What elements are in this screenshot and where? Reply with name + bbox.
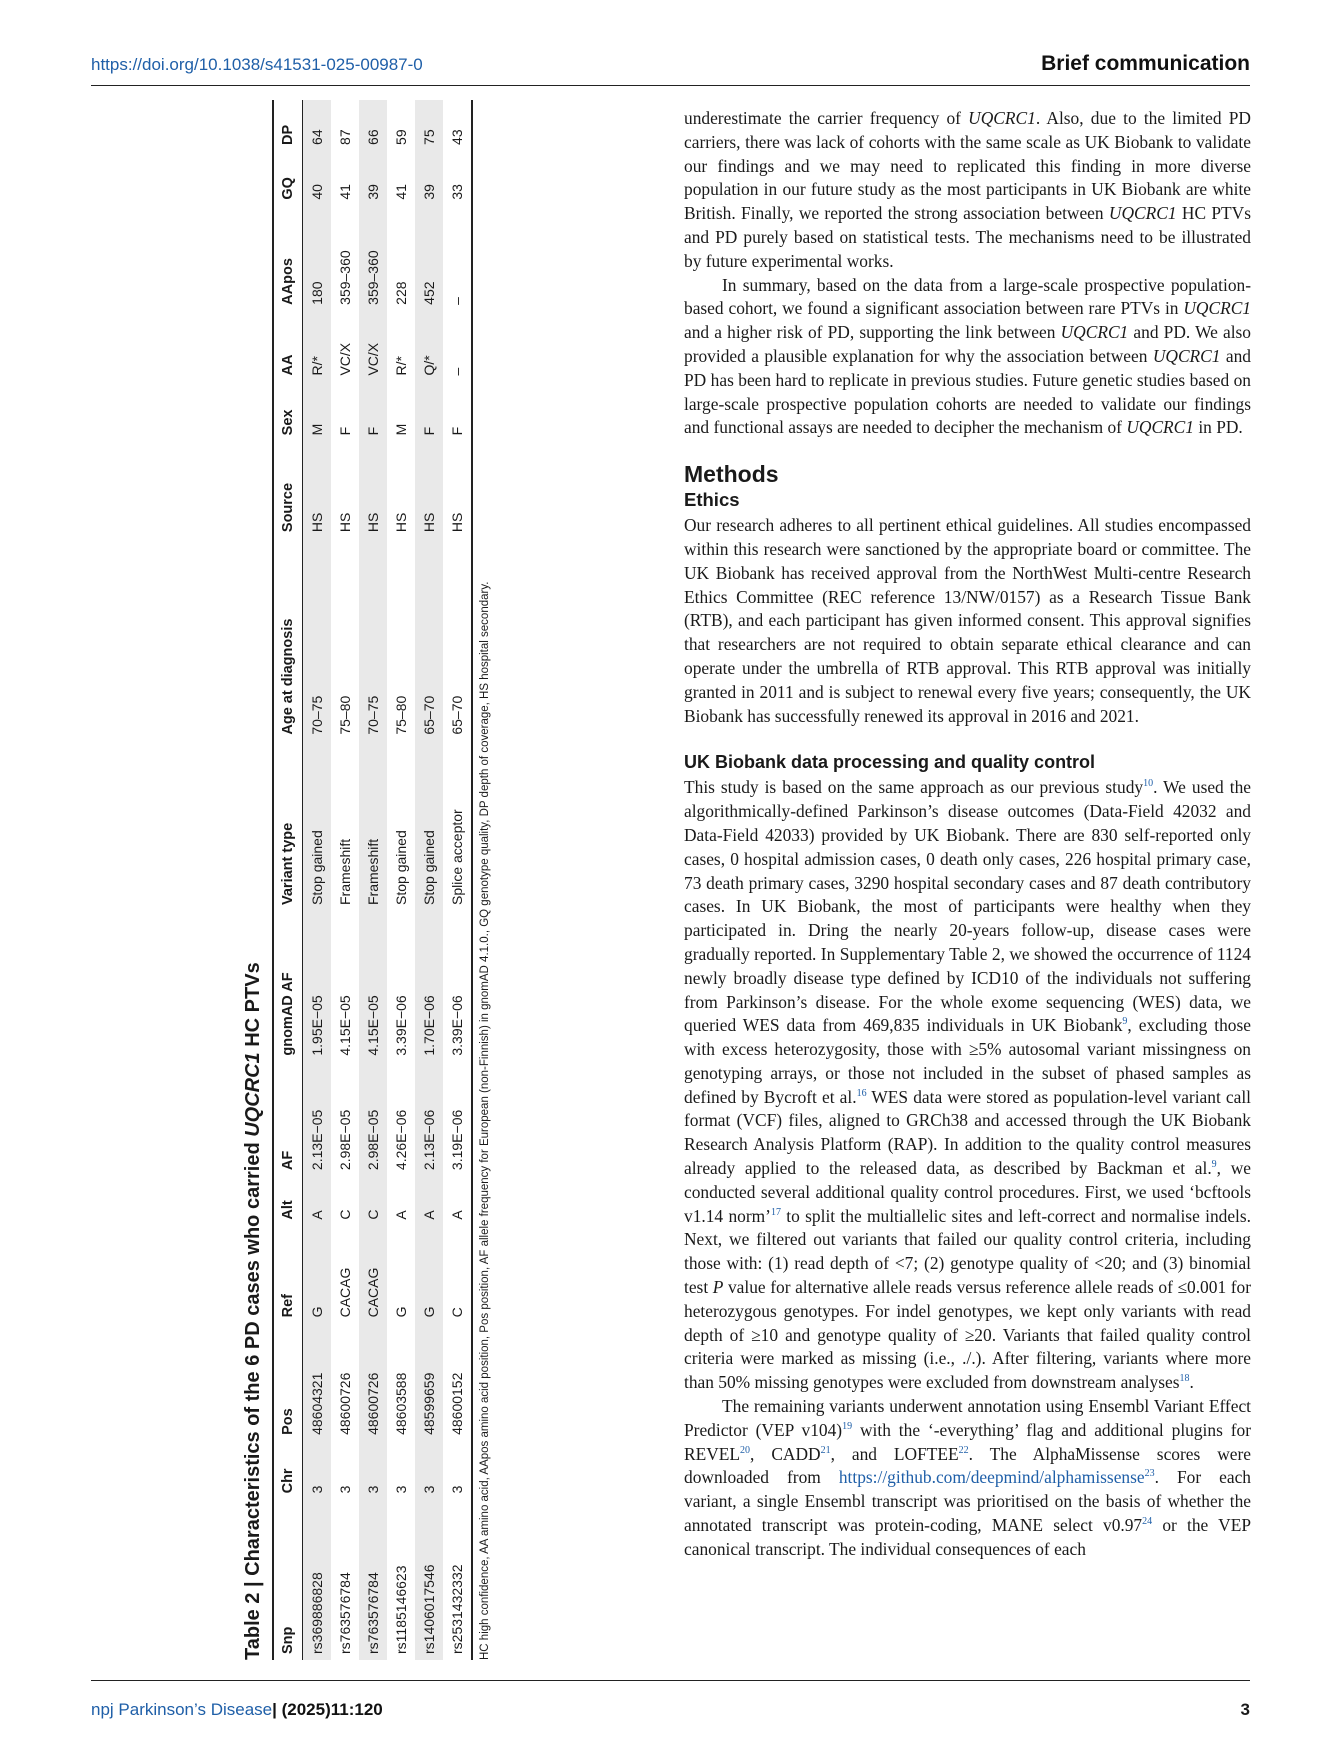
table-cell: Stop gained	[303, 741, 332, 911]
table-cell: HS	[393, 512, 409, 533]
table-cell: 452	[415, 206, 443, 311]
gene-name: UQCRC1	[1108, 203, 1177, 224]
table-cell: F	[443, 382, 472, 442]
table-row	[303, 100, 332, 1660]
table-cell: –	[443, 206, 472, 311]
table-row	[359, 100, 387, 1660]
column-header: Sex	[273, 382, 303, 442]
table-cell: HS	[359, 441, 387, 538]
table-cell: 3	[337, 1485, 353, 1494]
table-cell: 40	[303, 151, 332, 206]
table-cell: 48600726	[337, 1372, 353, 1435]
table-row	[387, 100, 415, 1660]
table-footnote: HC high confidence, AA amino acid, AApos amino acid position, Pos position, AF allele frequency for European (non-Finnish) in gnomAD 4.1.0., GQ genotype quality, DP depth of coverage, HS hospital secondary.	[479, 581, 491, 1660]
table-cell: rs763576784	[337, 1572, 353, 1654]
table-cell: 75	[415, 100, 443, 151]
issue-info: | (2025)11:120	[272, 1700, 383, 1719]
column-header: AF	[273, 1062, 303, 1176]
citation-ref[interactable]: 20	[740, 1444, 751, 1456]
table-cell: C	[359, 1176, 387, 1226]
table-cell: 33	[443, 151, 472, 206]
table-cell: 39	[359, 151, 387, 206]
table-cell: rs369886828	[303, 1499, 332, 1660]
column-header: DP	[273, 100, 303, 151]
table-cell: 2.98E−05	[359, 1062, 387, 1176]
table-cell: CACAG	[337, 1267, 353, 1318]
table-cell: CACAG	[359, 1226, 387, 1324]
table-cell: 3	[303, 1441, 332, 1500]
table-cell: 64	[303, 100, 332, 151]
table-body	[303, 100, 473, 1660]
table-cell: 1.95E−05	[303, 911, 332, 1062]
text-span: in PD.	[1193, 417, 1243, 438]
text-span: In summary, based on the data from a large-scale prospective population-based cohort, we found a significant association between rare PTVs in	[684, 274, 1251, 319]
table-cell: F	[337, 426, 353, 436]
citation-ref[interactable]: 17	[770, 1206, 781, 1218]
table-cell: 48604321	[303, 1323, 332, 1441]
table-cell: 65–70	[415, 538, 443, 741]
table-cell: 43	[443, 100, 472, 151]
citation-ref[interactable]: 19	[842, 1421, 853, 1433]
text-span: , excluding those with excess heterozygosity, those with ≥5% autosomal variant missingness on genotyping arrays, or those not included in the subset of phased samples as defined by Bycroft et al.	[684, 1015, 1251, 1107]
table-title	[238, 100, 272, 1660]
alphamissense-link[interactable]: https://github.com/deepmind/alphamissense	[838, 1467, 1145, 1488]
table-cell: 1.70E−06	[415, 911, 443, 1062]
table-cell: Frameshift	[359, 741, 387, 911]
table-cell: M	[393, 423, 409, 436]
table-cell: 3	[415, 1441, 443, 1500]
table-cell: 3	[359, 1441, 387, 1500]
table-row	[331, 100, 359, 1660]
table-cell: 75–80	[393, 695, 409, 735]
table-title-suffix: HC PTVs	[242, 962, 264, 1053]
gene-name: UQCRC1	[1183, 298, 1251, 319]
table-cell: A	[393, 1210, 409, 1220]
table-cell: 66	[359, 100, 387, 151]
table-title-prefix: Table 2 | Characteristics of the 6 PD cases who carried	[242, 1136, 264, 1660]
data-table	[272, 100, 473, 1660]
column-header: Alt	[273, 1176, 303, 1226]
table-row	[443, 100, 472, 1660]
text-span: . We used the algorithmically-defined Parkinson’s disease outcomes (Data-Field 42032 and Data-Field 42033) provided by UK Biobank. There are 830 self-reported only cases, 0 hospital admission cases, 0 death only cases, 226 hospital primary case, 73 death primary cases, 3290 hospital secondary cases and 87 death contributory cases. In UK Biobank, the most of participants were healthy when they participated in. Dring the nearly 20-years follow-up, disease cases were gradually reported. In Supplementary Table 2, we showed the occurrence of 1124 newly broadly disease type defined by ICD10 of the individuals not suffering from Parkinson’s disease. For the whole exome sequencing (WES) data, we queried WES data from 469,835 individuals in UK Biobank	[684, 777, 1251, 1036]
citation-ref[interactable]: 9	[1211, 1159, 1217, 1171]
table-cell: rs1185146623	[393, 1565, 409, 1654]
doi-link[interactable]: https://doi.org/10.1038/s41531-025-00987-0	[91, 55, 423, 74]
table-cell: 48600152	[443, 1323, 472, 1441]
footer-citation	[91, 1700, 383, 1720]
text-span: to split the multiallelic sites and left-correct and normalise indels. Next, we filtered out variants that failed our quality control criteria, including those with: (1) read depth of <7; (2) genotype quality of <20; and (3) binomial test	[684, 1205, 1251, 1298]
column-header: Age at diagnosis	[273, 538, 303, 741]
text-span: . Also, due to the limited PD carriers, there was lack of cohorts with the same scale as UK Biobank to validate our findings and we may need to replicated this finding in more diverse population in our future study as the most participants in UK Biobank are white British. Finally, we reported the strong association between	[684, 108, 1251, 224]
table-cell: 228	[393, 281, 409, 305]
table-cell: Stop gained	[393, 830, 409, 905]
body-column	[684, 107, 1251, 1562]
table-cell: 70–75	[359, 538, 387, 741]
table-cell: 48600726	[359, 1323, 387, 1441]
italic-symbol: P	[712, 1277, 724, 1298]
footer-rule	[91, 1680, 1250, 1681]
table-cell: A	[415, 1176, 443, 1226]
citation-ref[interactable]: 22	[958, 1444, 969, 1456]
table-cell: HS	[415, 441, 443, 538]
column-header: Variant type	[273, 741, 303, 911]
text-span: , CADD	[750, 1443, 821, 1464]
citation-ref[interactable]: 9	[1122, 1016, 1128, 1028]
paragraph-ukb-qc	[684, 776, 1251, 1395]
table-cell: 59	[393, 129, 409, 145]
citation-ref[interactable]: 23	[1144, 1468, 1155, 1480]
table-cell: 180	[303, 206, 332, 311]
table-cell: 70–75	[303, 538, 332, 741]
gene-name: UQCRC1	[1126, 417, 1194, 438]
column-header: Ref	[273, 1226, 303, 1324]
text-span: underestimate the carrier frequency of	[684, 108, 969, 128]
table-cell: G	[393, 1306, 409, 1318]
table-cell: 48603588	[393, 1372, 409, 1435]
table-cell: 65–70	[443, 538, 472, 741]
table-cell: 3.19E−06	[443, 1062, 472, 1176]
text-span: WES data were stored as population-level variant call format (VCF) files, aligned to GRCh38 and accessed through the UK Biobank Research Analysis Platform (RAP). In addition to the quality control measures already applied to the released data, as described by Backman et al.	[684, 1086, 1251, 1179]
table-cell: 3	[443, 1441, 472, 1500]
text-span: .	[1189, 1372, 1194, 1393]
page-number: 3	[1240, 1700, 1250, 1719]
paragraph-ethics: Our research adheres to all pertinent ethical guidelines. All studies encompassed within this research were sanctioned by the appropriate board or committee. The UK Biobank has received approval from the NorthWest Multi-centre Research Ethics Committee (REC reference 13/NW/0157) as a Research Tissue Bank (RTB), and each participant has given informed consent. This approval signifies that researchers are not required to obtain separate ethical clearance and can operate under the umbrella of RTB approval. This RTB approval was initially granted in 2011 and is subject to renewal every five years; consequently, the UK Biobank has successfully renewed its approval in 2016 and 2021.	[684, 515, 1251, 726]
table-cell: 2.13E−05	[303, 1062, 332, 1176]
text-span: , and LOFTEE	[830, 1443, 959, 1464]
gene-name: UQCRC1	[968, 108, 1036, 128]
table-header-row	[273, 100, 303, 1660]
text-span: , we conducted several additional quality control procedures. First, we used ‘bcftools v1.14 norm’	[684, 1158, 1251, 1226]
table-cell: 48599659	[415, 1323, 443, 1441]
table-cell: 2.98E−05	[337, 1109, 353, 1171]
paragraph-limitations	[684, 107, 1251, 274]
column-header: AApos	[273, 206, 303, 311]
text-span: and a higher risk of PD, supporting the link between	[684, 322, 1061, 343]
table-cell: HS	[303, 441, 332, 538]
table-cell: rs2531432332	[443, 1499, 472, 1660]
table-cell: 4.15E−05	[337, 995, 353, 1056]
table-cell: 39	[415, 151, 443, 206]
table-title-gene: UQCRC1	[242, 1052, 264, 1137]
table-cell: 3.39E−06	[443, 911, 472, 1062]
citation-ref[interactable]: 16	[856, 1087, 867, 1099]
table-cell: C	[337, 1209, 353, 1220]
table-2	[238, 100, 508, 1660]
text-span: with the ‘-everything’ flag and additional plugins for REVEL	[684, 1419, 1252, 1464]
table-cell: 4.15E−05	[359, 911, 387, 1062]
table-cell: G	[415, 1226, 443, 1324]
table-cell: VC/X	[359, 311, 387, 382]
table-cell: VC/X	[337, 342, 353, 376]
table-cell: C	[443, 1226, 472, 1324]
column-header: Chr	[273, 1441, 303, 1500]
text-span: or the VEP canonical transcript. The individual consequences of each	[684, 1515, 1251, 1559]
text-span: The remaining variants underwent annotation using Ensembl Variant Effect Predictor (VEP v104)	[684, 1396, 1251, 1440]
table-cell: G	[303, 1226, 332, 1324]
header-rule	[91, 85, 1250, 86]
column-header: Snp	[273, 1499, 303, 1660]
text-span: and PD has been hard to replicate in previous studies. Future genetic studies based on large-scale prospective population cohorts are needed to validate our findings and functional assays are needed to decipher the mechanism of	[684, 345, 1251, 438]
table-cell: F	[415, 382, 443, 442]
ethics-heading: Ethics	[684, 489, 740, 511]
ukb-qc-heading: UK Biobank data processing and quality control	[684, 752, 1096, 773]
text-span: and PD. We also provided a plausible explanation for why the association between	[684, 322, 1251, 366]
table-cell: rs1406017546	[415, 1499, 443, 1660]
gene-name: UQCRC1	[1152, 345, 1221, 366]
table-cell: Q/*	[415, 311, 443, 382]
table-cell: A	[303, 1176, 332, 1226]
table-cell: 3	[393, 1485, 409, 1494]
table-cell: 41	[337, 184, 353, 200]
table-cell: 359–360	[359, 206, 387, 311]
table-cell: M	[303, 382, 332, 442]
table-cell: 359–360	[337, 250, 353, 305]
gene-name: UQCRC1	[1060, 322, 1129, 343]
table-cell: Frameshift	[337, 838, 353, 905]
table-cell: 75–80	[337, 695, 353, 735]
table-cell: 4.26E−06	[393, 1109, 409, 1171]
table-cell: HS	[337, 512, 353, 533]
table-cell: –	[443, 311, 472, 382]
journal-name[interactable]: npj Parkinson’s Disease	[91, 1700, 273, 1719]
citation-ref[interactable]: 18	[1179, 1373, 1190, 1385]
table-cell: rs763576784	[359, 1499, 387, 1660]
methods-heading: Methods	[684, 461, 779, 488]
citation-ref[interactable]: 24	[1142, 1516, 1153, 1528]
table-row	[415, 100, 443, 1660]
text-span: This study is based on the same approach as our previous study	[684, 777, 1144, 798]
table-cell: A	[443, 1176, 472, 1226]
citation-ref[interactable]: 21	[820, 1444, 831, 1456]
column-header: Source	[273, 441, 303, 538]
table-cell: 41	[393, 184, 409, 200]
text-span: HC PTVs and PD purely based on statistical tests. The mechanisms need to be illustrated by future experimental works.	[684, 203, 1251, 271]
table-cell: HS	[443, 441, 472, 538]
paragraph-vep	[684, 1395, 1251, 1562]
table-cell: 3.39E−06	[393, 995, 409, 1056]
section-label: Brief communication	[1041, 52, 1250, 75]
text-span: . The AlphaMissense scores were downloaded from	[684, 1443, 1251, 1488]
citation-ref[interactable]: 10	[1143, 778, 1154, 790]
column-header: GQ	[273, 151, 303, 206]
column-header: Pos	[273, 1323, 303, 1441]
column-header: AA	[273, 311, 303, 382]
paragraph-summary	[684, 274, 1251, 441]
text-span: value for alternative allele reads versus reference allele reads of ≤0.001 for heterozygous genotypes. For indel genotypes, we kept only variants with read depth of ≥10 and genotype quality of ≥20. Variants that failed quality control criteria were marked as missing (i.e., ./.). After filtering, variants where more than 50% missing genotypes were excluded from downstream analyses	[684, 1277, 1252, 1393]
table-cell: R/*	[393, 356, 409, 376]
table-cell: 87	[337, 129, 353, 145]
table-cell: F	[359, 382, 387, 442]
table-cell: Stop gained	[415, 741, 443, 911]
table-cell: Splice acceptor	[443, 741, 472, 911]
table-cell: R/*	[303, 311, 332, 382]
table-cell: 2.13E−06	[415, 1062, 443, 1176]
column-header: gnomAD AF	[273, 911, 303, 1062]
text-span: . For each variant, a single Ensembl transcript was prioritised on the basis of whether the annotated transcript was protein-coding, MANE select v0.97	[684, 1467, 1251, 1536]
